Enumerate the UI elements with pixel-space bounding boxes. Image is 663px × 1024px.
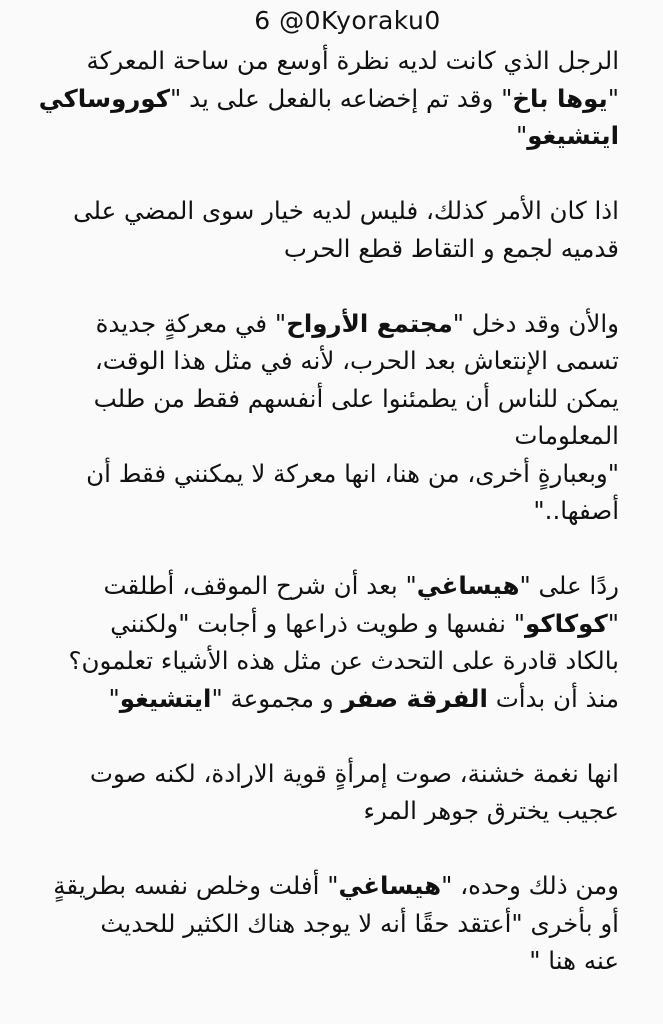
text-line: "يوها باخ" وقد تم إخضاعه بالفعل على يد "كوروساكي [38, 83, 619, 113]
text-line: "كوكاكو" نفسها و طويت ذراعها و أجابت "ولكنني [110, 608, 619, 638]
paragraph [36, 567, 619, 717]
text-line: عنه هنا " [529, 946, 619, 975]
paragraph-gap [36, 155, 619, 193]
bold-name: كوروساكي [38, 83, 171, 113]
bold-name: ايتشيغو [527, 121, 619, 150]
bold-name: ايتشيغو [119, 683, 212, 713]
paragraph [36, 305, 619, 530]
paragraph-gap [36, 530, 619, 568]
text-line: ردًا على "هيساغي" بعد أن شرح الموقف، أطلقت [103, 571, 619, 600]
translation-text [36, 42, 619, 980]
text-line: ومن ذلك وحده، "هيساغي" أفلت وخلص نفسه بطريقةٍ [53, 871, 619, 900]
paragraph-gap [36, 717, 619, 755]
text-line: انها نغمة خشنة، صوت إمرأةٍ قوية الارادة، لكنه صوت [89, 758, 619, 788]
text-line: والأن وقد دخل "مجتمع الأرواح" في معركةٍ جديدة [95, 308, 619, 338]
text-line: ايتشيغو" [515, 121, 619, 150]
text-line: يمكن للناس أن يطمئنوا على أنفسهم فقط من طلب [93, 383, 619, 413]
paragraph-gap [36, 830, 619, 868]
text-line: منذ أن بدأت الفرقة صفر و مجموعة "ايتشيغو" [108, 683, 619, 713]
text-line: أصفها.." [533, 496, 619, 525]
text-line: "وبعبارةٍ أخرى، من هنا، انها معركة لا يمكنني فقط أن [86, 458, 619, 488]
paragraph [36, 755, 619, 830]
text-line: أو بأخرى "أعتقد حقًا أنه لا يوجد هناك الكثير للحديث [100, 908, 619, 938]
bold-name: يوها باخ [512, 83, 608, 113]
bold-name: هيساغي [338, 871, 442, 900]
text-line: عجيب يخترق جوهر المرء [363, 796, 619, 825]
text-line: بالكاد قادرة على التحدث عن مثل هذه الأشياء تعلمون؟ [68, 646, 619, 675]
text-line: تسمى الإنتعاش بعد الحرب، لأنه في مثل هذا الوقت، [94, 346, 619, 375]
bold-name: الفرقة صفر [341, 683, 488, 713]
text-line: اذا كان الأمر كذلك، فليس لديه خيار سوى المضي على [73, 196, 619, 225]
author-handle: @0Kyoraku0 [279, 6, 441, 35]
paragraph-gap [36, 267, 619, 305]
paragraph [36, 42, 619, 155]
bold-name: كوكاكو [525, 608, 608, 638]
page-header [36, 0, 619, 42]
text-line: قدميه لجمع و التقاط قطع الحرب [283, 233, 619, 263]
bold-name: مجتمع الأرواح [286, 308, 453, 338]
page-number: 6 [254, 6, 271, 35]
paragraph [36, 867, 619, 980]
text-line: الرجل الذي كانت لديه نظرة أوسع من ساحة المعركة [86, 46, 619, 75]
text-line: المعلومات [514, 421, 619, 450]
bold-name: هيساغي [416, 571, 520, 600]
paragraph [36, 192, 619, 267]
